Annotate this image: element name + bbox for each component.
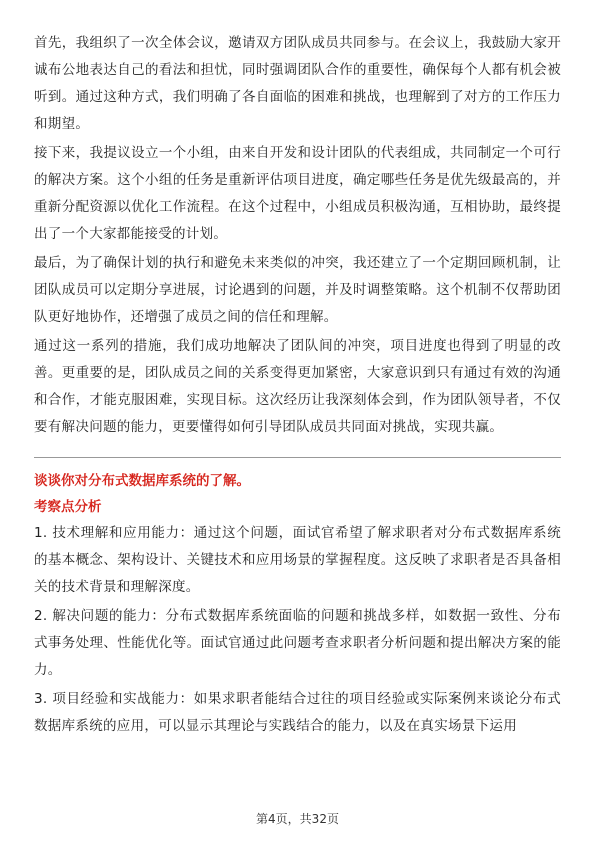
section-title: 考察点分析 — [34, 499, 102, 515]
analysis-point: 2. 解决问题的能力：分布式数据库系统面临的问题和挑战多样，如数据一致性、分布式事务处理、性能优化等。面试官通过此问题考查求职者分析问题和提出解决方案的能力。 — [34, 608, 561, 678]
document-page — [34, 30, 561, 742]
paragraph: 最后，为了确保计划的执行和避免未来类似的冲突，我还建立了一个定期回顾机制，让团队成员可以定期分享进展，讨论遇到的问题，并及时调整策略。这个机制不仅帮助团队更好地协作，还增强了成员之间的信任和理解。 — [34, 255, 561, 325]
paragraph: 通过这一系列的措施，我们成功地解决了团队间的冲突，项目进度也得到了明显的改善。更重要的是，团队成员之间的关系变得更加紧密，大家意识到只有通过有效的沟通和合作，才能克服困难，实现目标。这次经历让我深刻体会到，作为团队领导者，不仅要有解决问题的能力，更要懂得如何引导团队成员共同面对挑战，实现共赢。 — [34, 338, 561, 435]
analysis-point: 3. 项目经验和实战能力：如果求职者能结合过往的项目经验或实际案例来谈论分布式数据库系统的应用，可以显示其理论与实践结合的能力，以及在真实场景下运用 — [34, 691, 561, 734]
paragraph: 接下来，我提议设立一个小组，由来自开发和设计团队的代表组成，共同制定一个可行的解决方案。这个小组的任务是重新评估项目进度，确定哪些任务是优先级最高的，并重新分配资源以优化工作流程。在这个过程中，小组成员积极沟通，互相协助，最终提出了一个大家都能接受的计划。 — [34, 145, 561, 242]
section-divider — [34, 457, 561, 458]
paragraph: 首先，我组织了一次全体会议，邀请双方团队成员共同参与。在会议上，我鼓励大家开诚布公地表达自己的看法和担忧，同时强调团队合作的重要性，确保每个人都有机会被听到。通过这种方式，我们明确了各自面临的困难和挑战，也理解到了对方的工作压力和期望。 — [34, 35, 561, 132]
page-footer: 第4页，共32页 — [256, 812, 339, 826]
interview-question: 谈谈你对分布式数据库系统的了解。 — [34, 473, 250, 489]
analysis-point: 1. 技术理解和应用能力：通过这个问题，面试官希望了解求职者对分布式数据库系统的基本概念、架构设计、关键技术和应用场景的掌握程度。这反映了求职者是否具备相关的技术背景和理解深度。 — [34, 525, 561, 595]
